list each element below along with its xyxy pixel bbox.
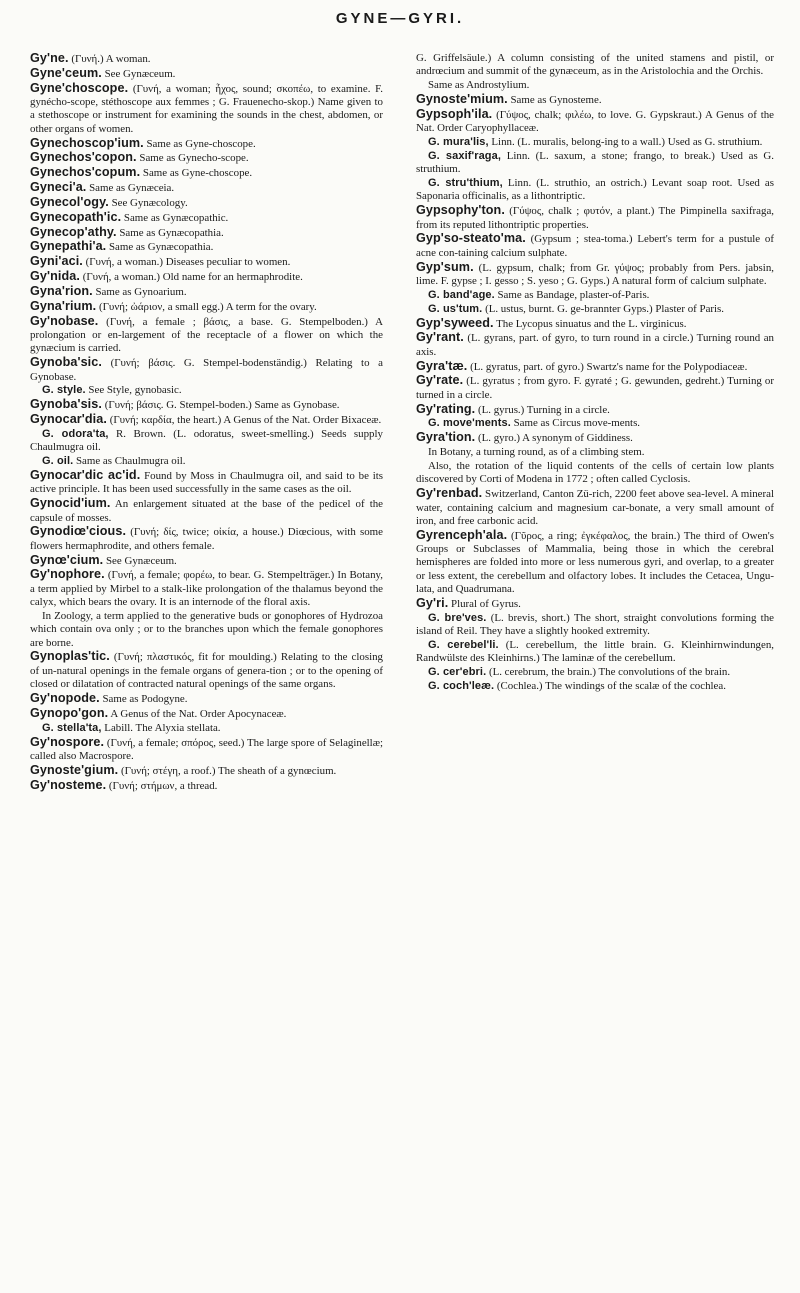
entry-definition: (L. gyratus ; from gyro. F. gyraté ; G. gewunden, gedreht.) Turning or turned in a circle.: [416, 375, 774, 401]
entry-definition: Found by Moss in Chaulmugra oil, and said to be its active principle. It has been used successfully in the same cases as the oil.: [30, 469, 383, 496]
dictionary-entry: [30, 736, 383, 764]
entry-headword: Gynodiœ'cious.: [30, 524, 127, 539]
entry-headword: Gynoste'mium.: [416, 92, 508, 107]
dictionary-entry: [30, 384, 383, 397]
entry-definition: (Gypsum ; stea-toma.) Lebert's term for a pustule of acne con-taining calcium sulphate.: [416, 233, 774, 259]
dictionary-entry: [416, 93, 774, 107]
entry-headword: Gynoba'sic.: [30, 355, 102, 370]
entry-definition: Same as Circus move-ments.: [510, 417, 641, 430]
dictionary-entry: [30, 779, 383, 793]
entry-definition: Switzerland, Canton Zü-rich, 2200 feet above sea-level. A mineral water, containing calcium and magnesium car-bonate, a very small amount of iron, and free carbonic acid.: [416, 488, 774, 527]
entry-definition: (Γυνή; βάσις. G. Stempel-bodenständig.) Relating to a Gynobase.: [30, 357, 383, 383]
dictionary-entry: [30, 469, 383, 497]
entry-headword: Gy'nopode.: [30, 690, 100, 705]
entry-headword: G. oil.: [42, 455, 74, 468]
entry-definition: (L. gyratus, part. of gyro.) Swartz's name for the Polypodiaceæ.: [467, 360, 748, 373]
entry-definition: See Gynæcology.: [108, 196, 188, 209]
entry-definition: Same as Androstylium.: [428, 79, 530, 92]
dictionary-entry: [30, 692, 383, 706]
entry-headword: G. coch'leæ.: [428, 679, 495, 692]
entry-headword: Gy'ri.: [416, 595, 449, 610]
entry-definition: The Lycopus sinuatus and the L. virginicus.: [493, 317, 687, 330]
entry-headword: Gynœ'cium.: [30, 552, 104, 567]
entry-definition: Linn. (L. saxum, a stone; frango, to break.) Used as G. struthium.: [416, 149, 774, 176]
entry-definition: Same as Gynæcopathia.: [106, 241, 214, 254]
dictionary-entry: [30, 398, 383, 412]
left-column: [30, 52, 383, 793]
dictionary-entry: [416, 331, 774, 359]
entry-headword: Gyna'rion.: [30, 284, 93, 298]
entry-definition: See Gynæceum.: [103, 554, 177, 567]
entry-headword: G. move'ments.: [428, 417, 511, 430]
entry-definition: (Γυνή; καρδία, the heart.) A Genus of the Nat. Order Bixaceæ.: [106, 414, 382, 427]
dictionary-entry: [30, 270, 383, 284]
dictionary-entry: [30, 211, 383, 225]
entry-definition: (L. gypsum, chalk; from Gr. γύψος; probably from Pers. jabsin, lime. F. gypse ; I. gesso ; S. yeso ; G. Gyps.) A natural form of calcium sulphate.: [416, 261, 774, 287]
dictionary-entry: [30, 610, 383, 650]
entry-headword: Gypsophy'ton.: [416, 203, 505, 218]
entry-headword: Gynecopath'ic.: [30, 209, 122, 224]
entry-definition: A Genus of the Nat. Order Apocynaceæ.: [108, 707, 287, 720]
dictionary-entry: [416, 261, 774, 289]
entry-headword: Gyne'ceum.: [30, 65, 102, 80]
entry-headword: Gyp'syweed.: [416, 315, 494, 330]
entry-definition: (Γυνή; ὠάριον, a small egg.) A term for the ovary.: [96, 300, 317, 313]
entry-definition: (Γυνή; στέγη, a roof.) The sheath of a gynœcium.: [118, 764, 337, 777]
dictionary-entry: [30, 568, 383, 609]
entry-definition: Labill. The Alyxia stellata.: [101, 721, 221, 734]
entry-definition: See Style, gynobasic.: [85, 384, 182, 397]
dictionary-entry: [416, 177, 774, 204]
dictionary-entry: [416, 612, 774, 639]
entry-headword: Gyne'choscope.: [30, 80, 129, 95]
dictionary-entry: [416, 108, 774, 136]
entry-headword: Gyra'tion.: [416, 430, 476, 445]
dictionary-entry: [416, 446, 774, 459]
dictionary-entry: [30, 356, 383, 384]
dictionary-entry: [416, 597, 774, 611]
entry-definition: (Γύψος, chalk ; φυτόν, a plant.) The Pimpinella saxifraga, from its reputed lithontriptic properties.: [416, 205, 774, 231]
entry-definition: Linn. (L. muralis, belong-ing to a wall.) Used as G. struthium.: [488, 136, 763, 149]
dictionary-entry: [416, 303, 774, 316]
entry-headword: Gynechoscop'ium.: [30, 135, 144, 150]
dictionary-entry: [416, 204, 774, 232]
dictionary-entry: [30, 196, 383, 210]
dictionary-entry: [416, 289, 774, 302]
entry-definition: R. Brown. (L. odoratus, sweet-smelling.) Seeds supply Chaulmugra oil.: [30, 427, 383, 454]
dictionary-entry: [416, 417, 774, 430]
entry-headword: G. us'tum.: [428, 302, 483, 315]
entry-definition: (Γυνή; δίς, twice; οἰκία, a house.) Diœcious, with some flowers hermaphrodite, and others female.: [30, 526, 383, 552]
entry-headword: Gy'nophore.: [30, 567, 105, 582]
entry-headword: G. cer'ebri.: [428, 666, 487, 679]
entry-headword: Gyni'aci.: [30, 254, 83, 269]
entry-definition: Same as Gyne-choscope.: [140, 167, 253, 180]
dictionary-entry: [416, 150, 774, 177]
entry-definition: (Γυνή; βάσις. G. Stempel-boden.) Same as Gynobase.: [101, 399, 340, 412]
entry-definition: (Γυνή, a female ; βάσις, a base. G. Stempelboden.) A prolongation or en-largement of the receptacle of a flower on which the gynæcium is carried.: [30, 315, 383, 355]
dictionary-entry: [416, 374, 774, 402]
entry-definition: Same as Gynæcopathic.: [121, 211, 229, 224]
dictionary-entry: [30, 525, 383, 553]
entry-headword: Gy'rating.: [416, 401, 476, 416]
entry-definition: See Gynæceum.: [101, 67, 176, 80]
dictionary-entry: [30, 151, 383, 165]
dictionary-entry: [30, 166, 383, 180]
entry-headword: Gynepathi'a.: [30, 239, 107, 254]
dictionary-entry: [30, 722, 383, 735]
entry-headword: Gyrenceph'ala.: [416, 527, 508, 542]
entry-definition: (L. brevis, short.) The short, straight convolutions forming the island of Reil. They have a slightly hooked extremity.: [416, 611, 774, 638]
dictionary-entry: [30, 82, 383, 136]
dictionary-entry: [30, 497, 383, 525]
entry-headword: Gy'nospore.: [30, 734, 105, 749]
entry-definition: Same as Gyne-choscope.: [143, 137, 256, 150]
entry-headword: G. style.: [42, 384, 86, 397]
dictionary-entry: [30, 285, 383, 299]
entry-definition: Same as Bandage, plaster-of-Paris.: [494, 288, 650, 301]
dictionary-entry: [30, 455, 383, 468]
entry-headword: Gynoba'sis.: [30, 397, 102, 412]
entry-definition: (Γυνή, a female; φορέω, to bear. G. Stempelträger.) In Botany, a term applied by Mirbel to a stalk-like prolongation of the thalamus beyond the calyx, which bears the ovary. It is an internode of the floral axis.: [30, 569, 383, 609]
entry-headword: Gynoplas'tic.: [30, 649, 110, 664]
dictionary-entry: [416, 680, 774, 693]
entry-headword: Gy'rant.: [416, 330, 464, 345]
dictionary-entry: [30, 428, 383, 455]
dictionary-entry: [30, 413, 383, 427]
dictionary-entry: [30, 300, 383, 314]
dictionary-entry: [416, 136, 774, 149]
dictionary-entry: [30, 764, 383, 778]
dictionary-entry: [30, 67, 383, 81]
entry-headword: Gy'renbad.: [416, 486, 483, 501]
dictionary-entry: [30, 650, 383, 691]
entry-definition: Plural of Gyrus.: [448, 597, 521, 610]
dictionary-entry: [30, 315, 383, 356]
dictionary-entry: [416, 487, 774, 528]
entry-definition: An enlargement situated at the base of the pedicel of the capsule of mosses.: [30, 498, 383, 524]
entry-definition: Same as Gynosteme.: [507, 94, 602, 107]
entry-definition: Same as Gynæcopathia.: [116, 226, 224, 239]
entry-headword: Gynocar'dic ac'id.: [30, 467, 141, 482]
running-head: GYNE—GYRI.: [335, 10, 465, 27]
entry-headword: G. band'age.: [428, 288, 495, 301]
entry-definition: (Γυνή; πλαστικός, fit for moulding.) Relating to the closing of un-natural openings in the female organs of genera-tion ; or to the opening of closed or dilatation of contracted natural openings of the same organs.: [30, 651, 383, 691]
entry-definition: In Zoology, a term applied to the generative buds or gonophores of Hydrozoa which contain ova only ; or to the branches upon which the female gonophores are borne.: [30, 609, 383, 649]
dictionary-entry: [30, 181, 383, 195]
entry-headword: Gynecol'ogy.: [30, 194, 109, 209]
entry-definition: (Γυνή, a female; σπόρος, seed.) The large spore of Selaginellæ; called also Macrospore.: [30, 736, 383, 762]
entry-headword: Gynocar'dia.: [30, 412, 107, 427]
dictionary-entry: [30, 137, 383, 151]
entry-definition: (Γυνή, a woman.) Old name for an hermaphrodite.: [79, 271, 303, 284]
entry-headword: G. bre'ves.: [428, 611, 487, 624]
right-column: [416, 52, 774, 694]
entry-definition: G. Griffelsäule.) A column consisting of the united stamens and pistil, or andrœcium and summit of the gynæceum, as in the Aristolochia and the Orchis.: [416, 52, 774, 78]
dictionary-entry: [416, 460, 774, 487]
entry-headword: G. saxif'raga,: [428, 149, 502, 162]
entry-headword: Gy'ne.: [30, 51, 69, 65]
entry-headword: Gyp'so-steato'ma.: [416, 231, 526, 246]
entry-headword: Gyna'rium.: [30, 298, 97, 313]
dictionary-entry: [30, 226, 383, 240]
dictionary-entry: [30, 52, 383, 66]
entry-headword: Gy'rate.: [416, 373, 464, 388]
entry-headword: Gynocid'ium.: [30, 496, 111, 511]
entry-definition: (L. gyrus.) Turning in a circle.: [475, 403, 610, 416]
entry-definition: (Γυνή.) A woman.: [68, 53, 151, 65]
entry-definition: (L. gyrans, part. of gyro, to turn round in a circle.) Turning round an axis.: [416, 332, 774, 358]
entry-definition: In Botany, a turning round, as of a climbing stem.: [428, 446, 645, 459]
dictionary-entry: [30, 255, 383, 269]
entry-definition: (Γυνή, a woman; ἦχος, sound; σκοπέω, to examine. F. gynécho-scope, stéthoscope aux femmes ; G. Frauenecho-skop.) Name given to a stethoscope or instrument for examining the sounds in the chest, abdomen, or other organs of women.: [30, 82, 383, 135]
entry-headword: G. stella'ta,: [42, 721, 102, 734]
entry-definition: Same as Chaulmugra oil.: [73, 455, 186, 468]
entry-headword: Gyra'tæ.: [416, 358, 468, 373]
entry-headword: Gypsoph'ila.: [416, 106, 493, 121]
entry-definition: Same as Gynecho-scope.: [136, 152, 249, 165]
entry-headword: Gynopo'gon.: [30, 705, 109, 720]
entry-headword: Gynechos'copon.: [30, 150, 137, 165]
entry-definition: Linn. (L. struthio, an ostrich.) Levant soap root. Used as Saponaria officinalis, as a lithontriptic.: [416, 177, 774, 203]
dictionary-entry: [416, 666, 774, 679]
entry-headword: G. mura'lis,: [428, 136, 489, 149]
entry-definition: (Γυνή; στήμων, a thread.: [106, 779, 218, 792]
entry-headword: Gynoste'gium.: [30, 762, 119, 777]
entry-definition: (Cochlea.) The windings of the scalæ of the cochlea.: [494, 679, 726, 692]
dictionary-entry: [416, 403, 774, 417]
entry-definition: (L. gyro.) A synonym of Giddiness.: [475, 432, 633, 445]
entry-definition: (L. cerebrum, the brain.) The convolutions of the brain.: [486, 666, 731, 679]
entry-definition: (Γῦρος, a ring; ἐγκέφαλος, the brain.) The third of Owen's Groups or Subclasses of Mammalia, being those in which the cerebral hemispheres are folded into more or less numerous gyri, and overlap, to a greater or less extent, the cerebellum and olfactory lobes. It includes the Cetacea, Ungu-lata, and Quadrumana.: [416, 529, 774, 596]
entry-headword: Gynecop'athy.: [30, 224, 117, 239]
entry-headword: G. stru'thium,: [428, 177, 503, 190]
dictionary-entry: [416, 639, 774, 666]
dictionary-entry: [416, 360, 774, 374]
entry-headword: Gyneci'a.: [30, 180, 87, 195]
dictionary-entry: [30, 240, 383, 254]
dictionary-entry: [416, 529, 774, 597]
entry-headword: Gyp'sum.: [416, 259, 474, 274]
entry-definition: Same as Gynoarium.: [92, 286, 187, 298]
dictionary-entry: [30, 707, 383, 721]
entry-definition: Also, the rotation of the liquid contents of the cells of certain low plants discovered by Corti of Modena in 1772 ; often called Cyclosis.: [416, 459, 774, 486]
entry-headword: G. cerebel'li.: [428, 638, 499, 651]
entry-definition: (L. ustus, burnt. G. ge-brannter Gyps.) Plaster of Paris.: [482, 302, 725, 315]
entry-headword: Gynechos'copum.: [30, 165, 141, 180]
entry-definition: (Γύψος, chalk; φιλέω, to love. G. Gypskraut.) A Genus of the Nat. Order Caryophyllaceæ.: [416, 108, 774, 135]
entry-definition: Same as Gynæceia.: [86, 182, 175, 195]
entry-headword: Gy'nosteme.: [30, 777, 107, 792]
entry-definition: (Γυνή, a woman.) Diseases peculiar to women.: [82, 256, 291, 269]
dictionary-entry: [30, 554, 383, 568]
dictionary-entry: [416, 232, 774, 260]
entry-definition: Same as Podogyne.: [99, 692, 188, 705]
dictionary-entry: [416, 431, 774, 445]
entry-headword: G. odora'ta,: [42, 427, 109, 440]
dictionary-entry: [416, 52, 774, 79]
entry-definition: (L. cerebellum, the little brain. G. Kleinhirnwindungen, Randwülste des Kleinhirns.) The laminæ of the cerebellum.: [416, 638, 774, 665]
entry-headword: Gy'nida.: [30, 269, 80, 284]
entry-headword: Gy'nobase.: [30, 313, 99, 328]
dictionary-entry: [416, 317, 774, 331]
dictionary-entry: [416, 79, 774, 92]
